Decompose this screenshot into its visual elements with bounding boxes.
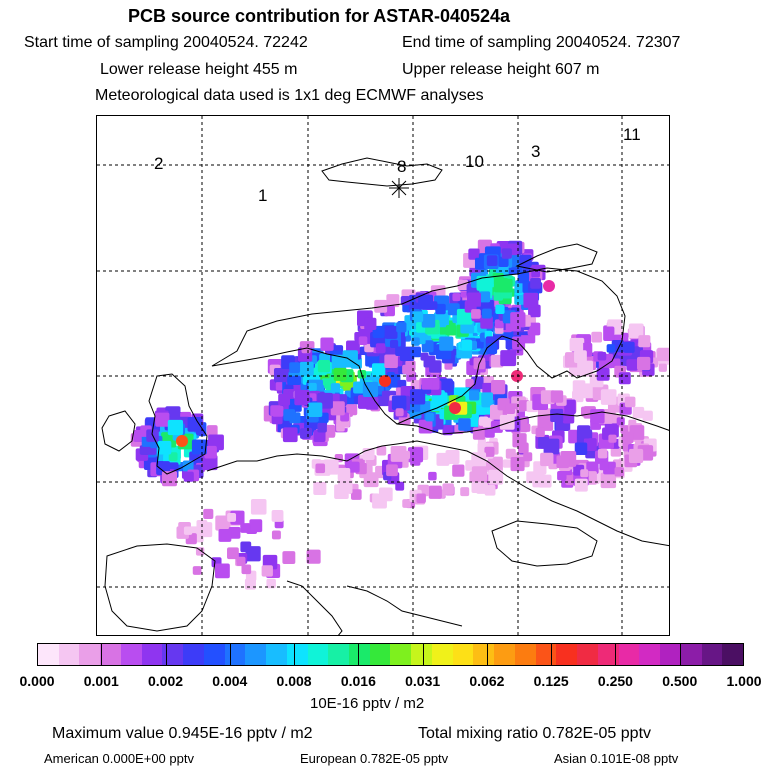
color-scale-segment [370, 644, 391, 665]
color-scale-tick-label: 1.000 [726, 673, 762, 689]
color-scale-segment [473, 644, 494, 665]
start-time-label: Start time of sampling 20040524. 72242 [24, 34, 308, 51]
color-scale-divider [166, 643, 167, 666]
lower-release-height-label: Lower release height 455 m [100, 61, 298, 78]
map-title: PCB source contribution for ASTAR-040524a [127, 6, 511, 26]
color-scale-tick-label: 0.125 [533, 673, 569, 689]
american-contribution-label: American 0.000E+00 pptv [44, 751, 194, 766]
color-scale-segment [556, 644, 577, 665]
region-label-11: 11 [623, 125, 641, 144]
region-label-2: 2 [154, 154, 164, 173]
color-scale-segment [142, 644, 163, 665]
color-scale-divider [680, 643, 681, 666]
color-scale-segment [453, 644, 474, 665]
color-scale-divider [230, 643, 231, 666]
color-scale-segment [515, 644, 536, 665]
color-scale-segment [308, 644, 329, 665]
color-scale-segment [349, 644, 370, 665]
color-scale-unit: 10E-16 pptv / m2 [310, 695, 425, 712]
color-scale-tick-label: 0.004 [212, 673, 248, 689]
color-scale-segment [536, 644, 557, 665]
color-scale-segment [245, 644, 266, 665]
total-mixing-ratio-label: Total mixing ratio 0.782E-05 pptv [418, 725, 652, 742]
color-scale-tick-label: 0.062 [469, 673, 505, 689]
region-label-3: 3 [531, 142, 541, 161]
color-scale-segment [390, 644, 411, 665]
black-sea-coastline [492, 521, 597, 566]
european-contribution-label: European 0.782E-05 pptv [300, 751, 449, 766]
color-scale-divider [615, 643, 616, 666]
color-scale-divider [423, 643, 424, 666]
color-scale-tick-label: 0.002 [148, 673, 184, 689]
asian-contribution-label: Asian 0.101E-08 pptv [554, 751, 679, 766]
svalbard-coastline [322, 158, 442, 186]
italy-coastline [287, 581, 342, 636]
ireland-coastline [102, 411, 135, 451]
region-label-8: 8 [397, 157, 407, 176]
color-scale-tick-label: 0.031 [405, 673, 441, 689]
receptor-marker [389, 178, 409, 198]
color-scale-divider [551, 643, 552, 666]
color-scale-segment [287, 644, 308, 665]
color-scale-tick-label: 0.001 [83, 673, 119, 689]
upper-release-height-label: Upper release height 607 m [402, 61, 600, 78]
region-label-10: 10 [465, 152, 484, 171]
balkans-coastline [347, 586, 462, 626]
color-scale-segment [38, 644, 59, 665]
color-scale-bar [37, 643, 744, 666]
color-scale-segment [225, 644, 246, 665]
map-canvas [97, 116, 670, 636]
concentration-plume [131, 240, 670, 590]
color-scale-segment [121, 644, 142, 665]
color-scale-divider [294, 643, 295, 666]
color-scale-segment [577, 644, 598, 665]
met-data-label: Meteorological data used is 1x1 deg ECMWF analyses [95, 87, 484, 104]
color-scale-segment [619, 644, 640, 665]
color-scale-segment [681, 644, 702, 665]
color-scale-segment [411, 644, 432, 665]
color-scale-divider [358, 643, 359, 666]
color-scale-segment [100, 644, 121, 665]
maximum-value-label: Maximum value 0.945E-16 pptv / m2 [52, 725, 313, 742]
color-scale-tick-label: 0.008 [276, 673, 312, 689]
color-scale-tick-label: 0.500 [662, 673, 698, 689]
concentration-map [96, 115, 670, 636]
color-scale-segment [494, 644, 515, 665]
color-scale-segment [702, 644, 723, 665]
color-scale-tick-label: 0.000 [19, 673, 55, 689]
color-scale-divider [101, 643, 102, 666]
color-scale-segment [204, 644, 225, 665]
color-scale-tick-label: 0.250 [597, 673, 633, 689]
color-scale-segment [183, 644, 204, 665]
color-scale-segment [722, 644, 743, 665]
color-scale-segment [328, 644, 349, 665]
color-scale-segment [79, 644, 100, 665]
end-time-label: End time of sampling 20040524. 72307 [402, 34, 681, 51]
color-scale-divider [487, 643, 488, 666]
region-label-1: 1 [258, 186, 268, 205]
color-scale-tick-label: 0.016 [340, 673, 376, 689]
color-scale-segment [266, 644, 287, 665]
color-scale-segment [639, 644, 660, 665]
color-scale-ticks [0, 666, 768, 690]
color-scale-segment [432, 644, 453, 665]
color-scale-segment [59, 644, 80, 665]
color-scale-segment [660, 644, 681, 665]
